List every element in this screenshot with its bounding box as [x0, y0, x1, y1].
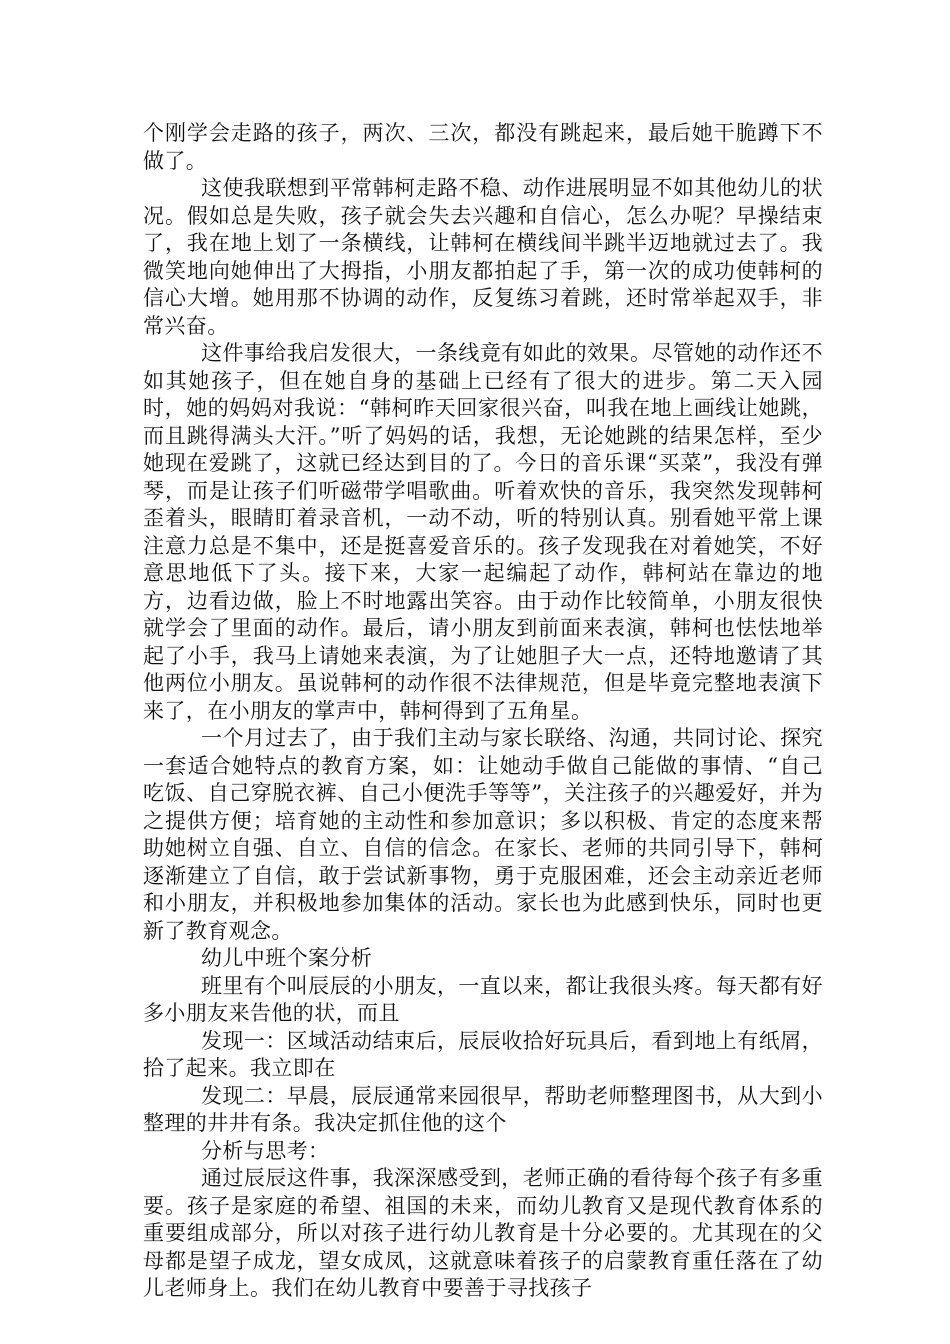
document-body [143, 120, 823, 1303]
subheading: 分析与思考： [201, 1138, 330, 1163]
paragraph: 这件事给我启发很大，一条线竟有如此的效果。尽管她的动作还不如其她孩子，但在她自身的基础上已经有了很大的进步。第二天入园时，她的妈妈对我说：“韩柯昨天回家很兴奋，叫我在地上画线让她跳，而且跳得满头大汗。”听了妈妈的话，我想，无论她跳的结果怎样，至少她现在爱跳了，这就已经达到目的了。今日的音乐课“买菜”，我没有弹琴，而是让孩子们听磁带学唱歌曲。听着欢快的音乐，我突然发现韩柯歪着头，眼睛盯着录音机，一动不动，听的特别认真。别看她平常上课注意力总是不集中，还是挺喜爱音乐的。孩子发现我在对着她笑，不好意思地低下了头。接下来，大家一起编起了动作，韩柯站在靠边的地方，边看边做，脸上不时地露出笑容。由于动作比较简单，小朋友很快就学会了里面的动作。最后，请小朋友到前面来表演，韩柯也怯怯地举起了小手，我马上请她来表演，为了让她胆子大一点，还特地邀请了其他两位小朋友。虽说韩柯的动作很不法律规范，但是毕竟完整地表演下来了，在小朋友的掌声中，韩柯得到了五角星。 [143, 341, 823, 723]
paragraph: 一个月过去了，由于我们主动与家长联络、沟通，共同讨论、探究一套适合她特点的教育方案，如：让她动手做自己能做的事情、“自己 吃饭、自己穿脱衣裤、自己小便洗手等等”，关注孩子的兴趣爱好，并为之提供方便；培育她的主动性和参加意识；多以积极、肯定的态度来帮助她树立自强、自立、自信的信念。在家长、老师的共同引导下，韩柯逐渐建立了自信，敢于尝试新事物，勇于克服困难，还会主动亲近老师和小朋友，并积极地参加集体的活动。家长也为此感到快乐，同时也更新了教育观念。 [143, 726, 823, 943]
paragraph: 这使我联想到平常韩柯走路不稳、动作进展明显不如其他幼儿的状况。假如总是失败，孩子就会失去兴趣和自信心，怎么办呢？早操结束了，我在地上划了一条横线，让韩柯在横线间半跳半迈地就过去了。我微笑地向她伸出了大拇指，小朋友都拍起了手，第一次的成功使韩柯的信心大增。她用那不协调的动作，反复练习着跳，还时常举起双手，非常兴奋。 [143, 176, 823, 338]
paragraph-continuation: 个刚学会走路的孩子，两次、三次，都没有跳起来，最后她干脆蹲下不做了。 [143, 121, 823, 173]
paragraph: 通过辰辰这件事，我深深感受到，老师正确的看待每个孩子有多重要。孩子是家庭的希望、祖国的未来，而幼儿教育又是现代教育体系的重要组成部分，所以对孩子进行幼儿教育是十分必要的。尤其现在的父母都是望子成龙，望女成凤，这就意味着孩子的启蒙教育重任落在了幼儿老师身上。我们在幼儿教育中要善于寻找孩子 [143, 1166, 823, 1300]
section-heading: 幼儿中班个案分析 [201, 946, 373, 970]
paragraph: 班里有个叫辰辰的小朋友，一直以来，都让我很头疼。每天都有好多小朋友来告他的状，而且 [143, 973, 823, 1025]
paragraph: 发现二：早晨，辰辰通常来园很早，帮助老师整理图书，从大到小整理的井井有条。我决定抓住他的这个 [143, 1083, 823, 1135]
paragraph: 发现一：区域活动结束后，辰辰收拾好玩具后，看到地上有纸屑，拾了起来。我立即在 [143, 1028, 823, 1080]
